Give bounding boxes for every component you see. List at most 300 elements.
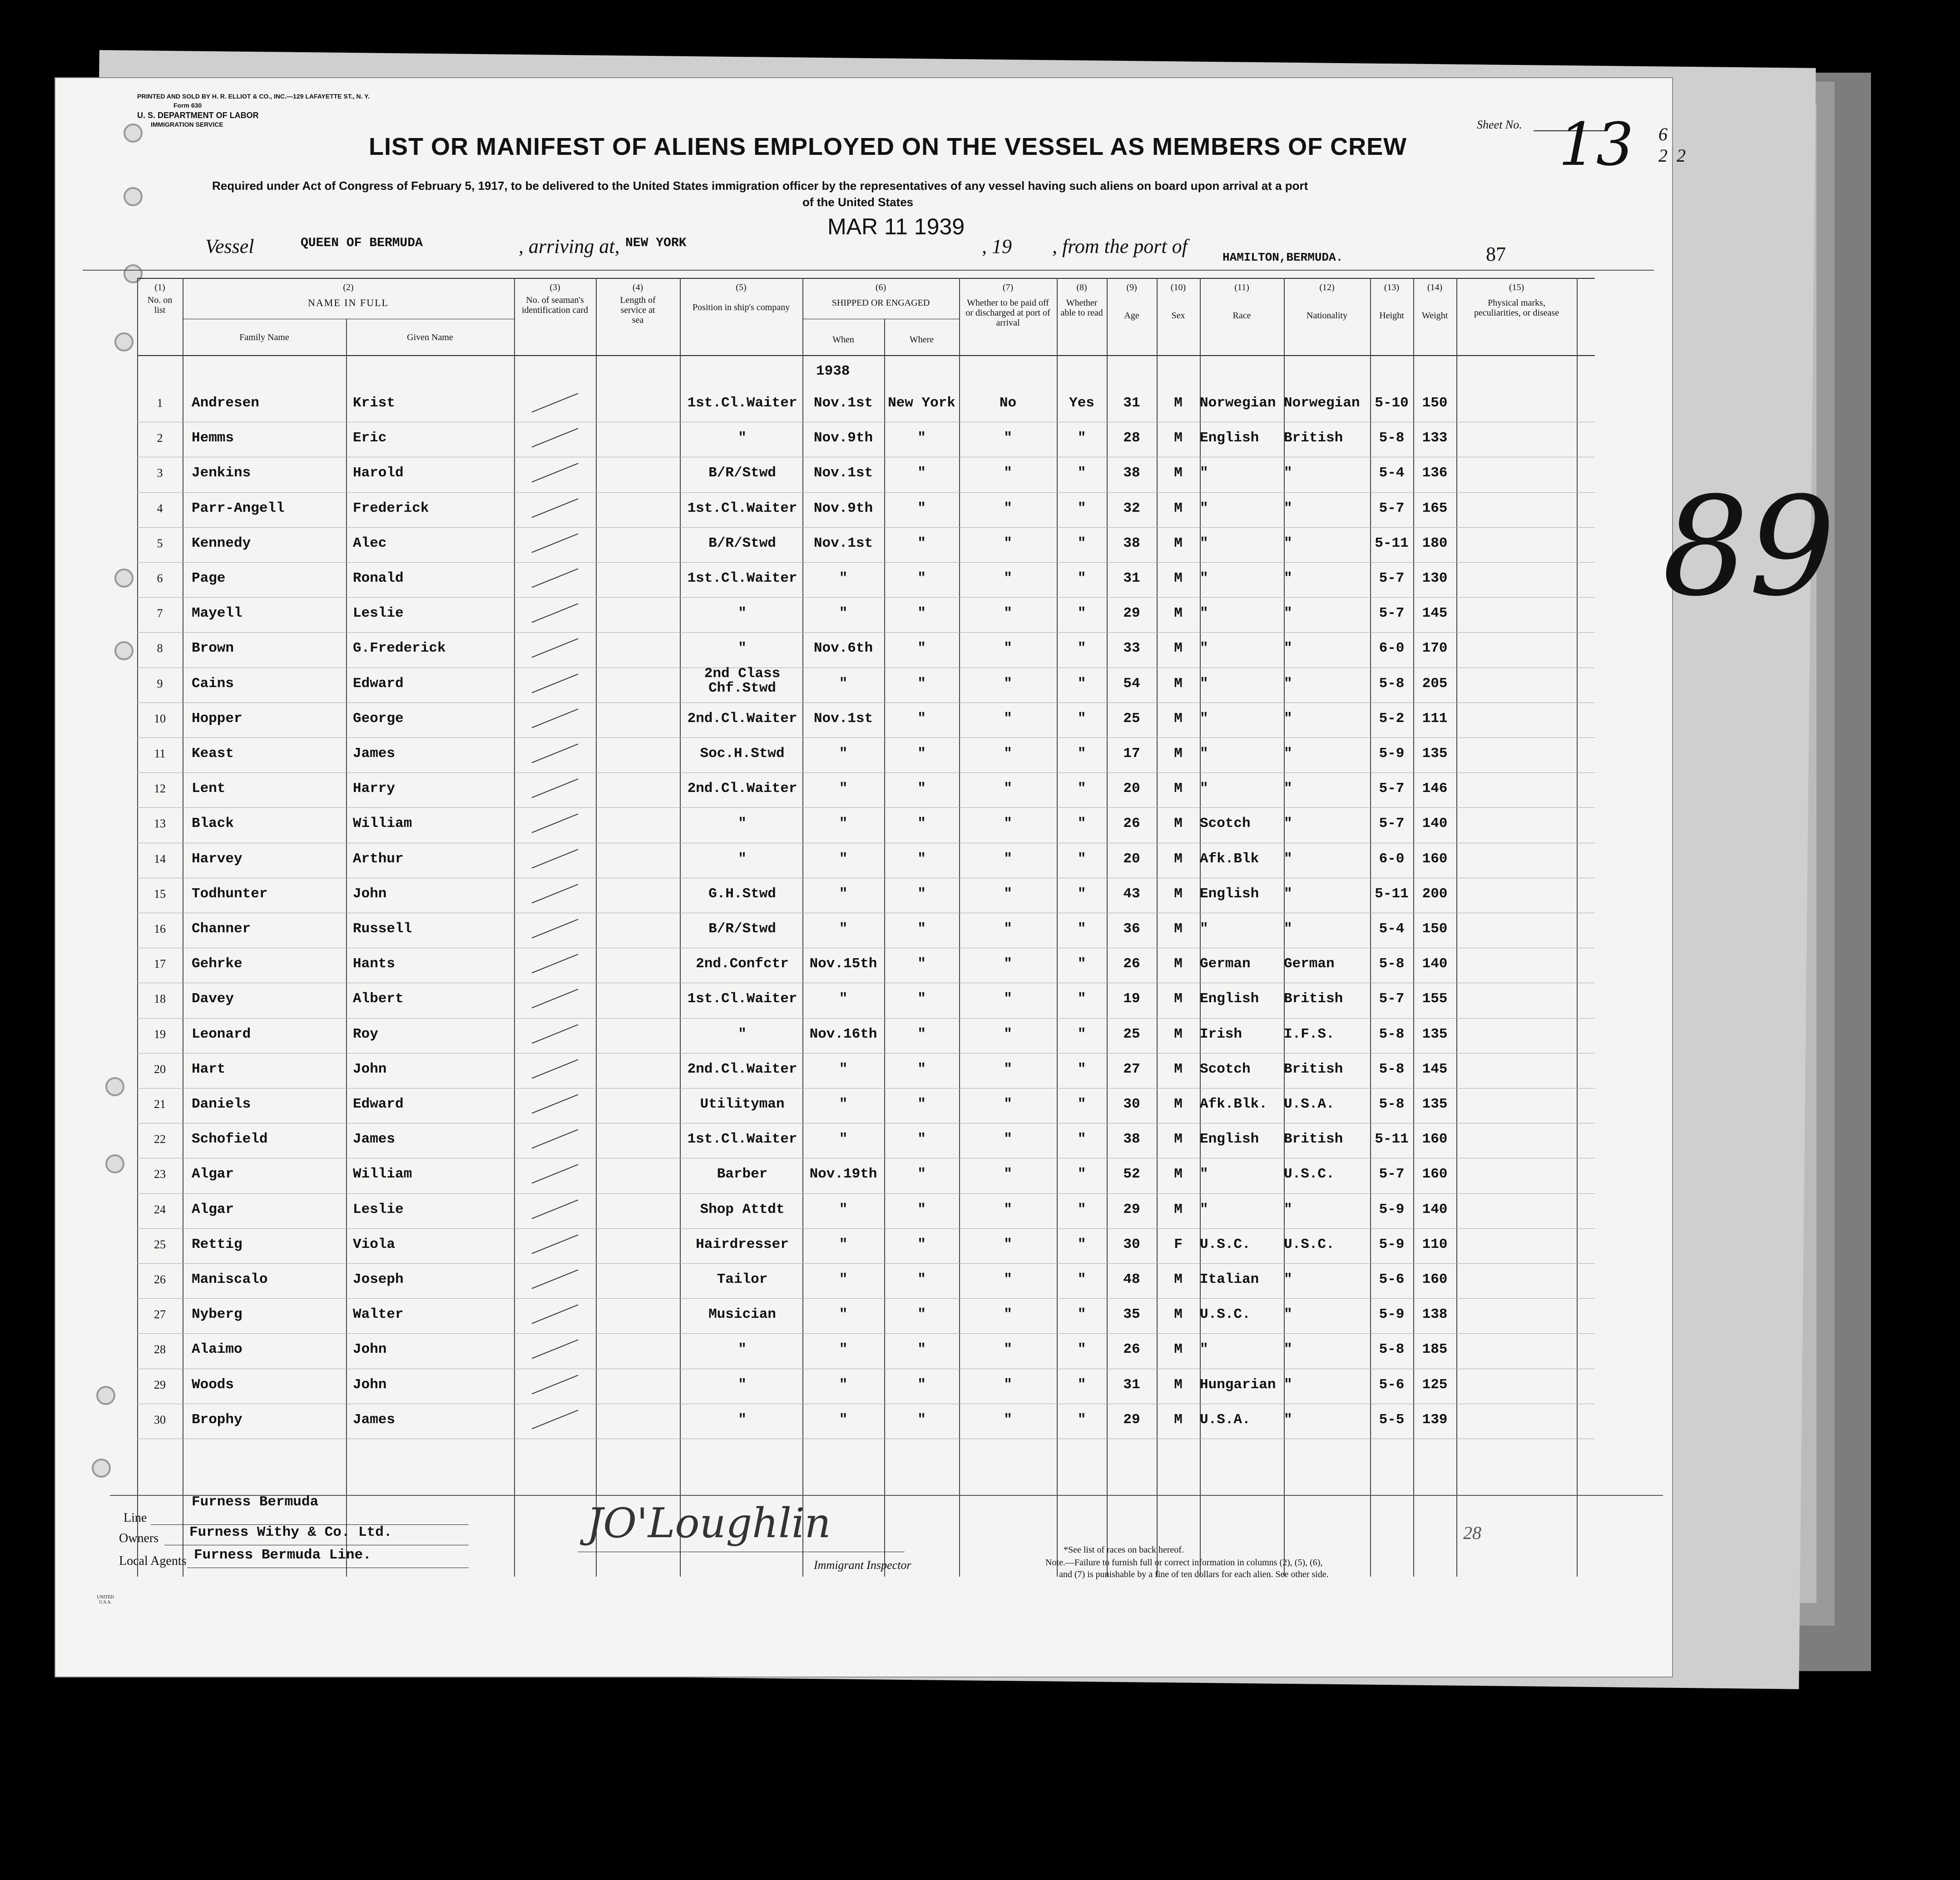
family-name: Cains (192, 675, 234, 692)
shipped-when: " (839, 1131, 848, 1148)
able-to-read: " (1077, 1411, 1086, 1428)
age: 25 (1123, 710, 1140, 727)
shipped-where: " (917, 816, 926, 832)
able-to-read: " (1077, 781, 1086, 797)
row-number: 16 (154, 922, 166, 935)
col-11-number: (11) (1234, 282, 1249, 292)
check-mark-icon (532, 428, 579, 448)
able-to-read: " (1077, 430, 1086, 446)
shipped-where: " (917, 746, 926, 762)
check-mark-icon (532, 1234, 579, 1254)
page-stamp: 87 (1486, 243, 1506, 265)
check-mark-icon (532, 989, 579, 1009)
able-to-read: " (1077, 1096, 1086, 1112)
position: " (738, 1341, 747, 1358)
row-number: 5 (157, 536, 163, 550)
row-number: 1 (157, 396, 163, 410)
col-12-label: Nationality (1307, 311, 1347, 321)
nationality: " (1284, 1411, 1292, 1428)
check-mark-icon (532, 779, 579, 798)
height: 5-4 (1379, 465, 1405, 481)
paid-off: " (1004, 465, 1012, 481)
shipped-where: " (917, 640, 926, 657)
nationality: " (1284, 640, 1292, 657)
nationality: " (1284, 535, 1292, 551)
side-handwritten-number: 89 (1662, 468, 1836, 626)
col-14-label: Weight (1421, 311, 1448, 321)
race: English (1200, 991, 1259, 1007)
height: 5-11 (1375, 886, 1409, 902)
weight: 200 (1422, 886, 1448, 902)
able-to-read: " (1077, 1166, 1086, 1182)
weight: 125 (1422, 1376, 1448, 1393)
given-name: Russell (353, 921, 412, 937)
given-name: Edward (353, 675, 404, 692)
row-number: 3 (157, 466, 163, 480)
shipped-where: " (917, 1096, 926, 1112)
able-to-read: " (1077, 570, 1086, 586)
form-subtitle-2: of the United States (802, 195, 914, 209)
paid-off: " (1004, 1026, 1012, 1042)
shipped-where: " (917, 570, 926, 586)
shipped-where: " (917, 1236, 926, 1252)
height: 5-10 (1375, 395, 1409, 411)
form-number: Form 630 (173, 102, 202, 109)
paid-off: " (1004, 886, 1012, 902)
check-mark-icon (532, 604, 579, 623)
sheet-label: Sheet No. (1477, 118, 1522, 131)
race: " (1200, 640, 1208, 657)
col-5-number: (5) (736, 282, 747, 292)
family-name: Black (192, 816, 234, 832)
sex: M (1174, 1166, 1183, 1182)
weight: 135 (1422, 746, 1448, 762)
sex: M (1174, 921, 1183, 937)
row-number: 17 (154, 957, 166, 971)
col-10-number: (10) (1170, 282, 1186, 292)
shipped-when: Nov.9th (813, 430, 873, 446)
family-name: Maniscalo (192, 1271, 268, 1287)
family-name: Hart (192, 1061, 226, 1077)
given-name: G.Frederick (353, 640, 446, 657)
from-label: , from the port of (1052, 235, 1188, 257)
col-7-label: Whether to be paid off or discharged at port of arrival (965, 298, 1050, 328)
row-rule (137, 1298, 1595, 1299)
age: 35 (1123, 1306, 1140, 1323)
sex: M (1174, 1201, 1183, 1217)
vessel-name: QUEEN OF BERMUDA (301, 236, 423, 250)
given-name: Roy (353, 1026, 378, 1042)
year-label: , 19 (982, 235, 1012, 257)
col-divider (596, 278, 597, 1577)
height: 5-8 (1379, 1061, 1405, 1077)
paid-off: " (1004, 851, 1012, 867)
sex: M (1174, 816, 1183, 832)
given-name: William (353, 816, 412, 832)
col-divider (514, 278, 515, 1577)
paid-off: " (1004, 1131, 1012, 1148)
race: Scotch (1200, 1061, 1251, 1077)
row-rule (137, 772, 1595, 773)
nationality: U.S.C. (1284, 1236, 1335, 1252)
check-mark-icon (532, 1410, 579, 1429)
weight: 136 (1422, 465, 1448, 481)
check-mark-icon (532, 498, 579, 518)
able-to-read: " (1077, 851, 1086, 867)
row-rule (137, 492, 1595, 493)
position: 1st.Cl.Waiter (687, 570, 797, 586)
shipped-where: " (917, 991, 926, 1007)
col-1-header (137, 282, 183, 318)
able-to-read: " (1077, 500, 1086, 516)
sex: M (1174, 1026, 1183, 1042)
agents-value: Furness Bermuda Line. (194, 1547, 371, 1563)
footer-rule (110, 1495, 1663, 1496)
nationality: " (1284, 465, 1292, 481)
shipped-when: " (839, 921, 848, 937)
height: 5-8 (1379, 675, 1405, 692)
age: 43 (1123, 886, 1140, 902)
age: 27 (1123, 1061, 1140, 1077)
race: Norwegian (1200, 395, 1276, 411)
able-to-read: " (1077, 1131, 1086, 1148)
family-name: Nyberg (192, 1306, 243, 1323)
age: 20 (1123, 781, 1140, 797)
weight: 150 (1422, 395, 1448, 411)
able-to-read: " (1077, 1026, 1086, 1042)
shipped-when: " (839, 781, 848, 797)
nationality: " (1284, 921, 1292, 937)
weight: 170 (1422, 640, 1448, 657)
paid-off: " (1004, 1166, 1012, 1182)
weight: 140 (1422, 816, 1448, 832)
position: Barber (717, 1166, 768, 1182)
position: 2nd.Cl.Waiter (687, 781, 797, 797)
shipped-when: " (839, 1096, 848, 1112)
check-mark-icon (532, 1094, 579, 1113)
paid-off: " (1004, 605, 1012, 622)
year-note: 1938 (816, 363, 850, 379)
family-name: Algar (192, 1166, 234, 1182)
race: Scotch (1200, 816, 1251, 832)
col-13-number: (13) (1384, 282, 1400, 292)
check-mark-icon (532, 1305, 579, 1324)
col-15-number: (15) (1509, 282, 1524, 292)
age: 32 (1123, 500, 1140, 516)
margin-mark: 28 (1463, 1523, 1481, 1543)
check-mark-icon (532, 1199, 579, 1219)
row-number: 11 (154, 747, 166, 760)
nationality: British (1284, 430, 1343, 446)
check-mark-icon (532, 533, 579, 553)
nationality: " (1284, 710, 1292, 727)
punch-hole (114, 569, 134, 588)
paid-off: " (1004, 430, 1012, 446)
check-mark-icon (532, 743, 579, 763)
weight: 135 (1422, 1026, 1448, 1042)
sex: M (1174, 886, 1183, 902)
age: 36 (1123, 921, 1140, 937)
race: " (1200, 1201, 1208, 1217)
weight: 138 (1422, 1306, 1448, 1323)
family-name: Brophy (192, 1411, 243, 1428)
row-number: 12 (154, 782, 166, 796)
paid-off: " (1004, 1376, 1012, 1393)
age: 19 (1123, 991, 1140, 1007)
position: B/R/Stwd (708, 465, 776, 481)
weight: 139 (1422, 1411, 1448, 1428)
col-2-header (183, 282, 514, 308)
row-rule (137, 597, 1595, 598)
shipped-when: Nov.1st (813, 465, 873, 481)
age: 29 (1123, 1411, 1140, 1428)
height: 5-8 (1379, 1096, 1405, 1112)
shipped-when: " (839, 1201, 848, 1217)
shipped-where: " (917, 1411, 926, 1428)
height: 5-9 (1379, 1306, 1405, 1323)
race: Irish (1200, 1026, 1242, 1042)
col-divider (1577, 278, 1578, 1577)
paid-off: " (1004, 1306, 1012, 1323)
position: G.H.Stwd (708, 886, 776, 902)
family-name: Parr-Angell (192, 500, 285, 516)
paid-off: " (1004, 675, 1012, 692)
department: U. S. DEPARTMENT OF LABOR (137, 111, 259, 120)
able-to-read: " (1077, 640, 1086, 657)
shipped-where: " (917, 605, 926, 622)
family-name: Alaimo (192, 1341, 243, 1358)
owners-value: Furness Withy & Co. Ltd. (189, 1524, 392, 1540)
weight: 140 (1422, 1201, 1448, 1217)
shipped-when: " (839, 1061, 848, 1077)
col-13-label: Height (1379, 311, 1404, 321)
able-to-read: " (1077, 1201, 1086, 1217)
family-name: Andresen (192, 395, 259, 411)
age: 28 (1123, 430, 1140, 446)
paid-off: " (1004, 1096, 1012, 1112)
sex: M (1174, 746, 1183, 762)
inspector-signature: JO'Loughlin (587, 1499, 831, 1547)
row-rule (137, 562, 1595, 563)
check-mark-icon (532, 393, 579, 412)
height: 5-11 (1375, 1131, 1409, 1148)
height: 5-6 (1379, 1376, 1405, 1393)
row-number: 28 (154, 1343, 166, 1356)
col-10-header (1157, 282, 1200, 321)
shipped-where: " (917, 535, 926, 551)
age: 31 (1123, 570, 1140, 586)
col-4-number: (4) (632, 282, 643, 292)
punch-hole (96, 1386, 115, 1405)
given-name: Walter (353, 1306, 404, 1323)
given-name: James (353, 746, 396, 762)
given-name: John (353, 886, 387, 902)
col-6-label: SHIPPED OR ENGAGED (832, 298, 930, 308)
position: " (738, 816, 747, 832)
position: " (738, 1376, 747, 1393)
race: " (1200, 570, 1208, 586)
nationality: " (1284, 500, 1292, 516)
able-to-read: " (1077, 1236, 1086, 1252)
punch-hole (124, 187, 143, 206)
position: B/R/Stwd (708, 921, 776, 937)
sex: M (1174, 991, 1183, 1007)
paid-off: " (1004, 710, 1012, 727)
height: 6-0 (1379, 640, 1405, 657)
paid-off: " (1004, 1201, 1012, 1217)
sex: M (1174, 956, 1183, 972)
nationality: British (1284, 991, 1343, 1007)
age: 38 (1123, 535, 1140, 551)
shipped-when: Nov.16th (809, 1026, 877, 1042)
shipped-when: Nov.6th (813, 640, 873, 657)
punch-hole (124, 264, 143, 283)
sex: M (1174, 430, 1183, 446)
position: 1st.Cl.Waiter (687, 500, 797, 516)
vessel-line (83, 270, 1654, 271)
family-name: Hemms (192, 430, 234, 446)
paid-off: " (1004, 535, 1012, 551)
sex: M (1174, 465, 1183, 481)
family-name: Algar (192, 1201, 234, 1217)
position: Tailor (717, 1271, 768, 1287)
age: 31 (1123, 1376, 1140, 1393)
sex: F (1174, 1236, 1183, 1252)
col-11-header (1200, 282, 1284, 321)
nationality: " (1284, 746, 1292, 762)
sex: M (1174, 395, 1183, 411)
vessel-label: Vessel (205, 235, 254, 257)
paid-off: No (999, 395, 1017, 411)
shipped-where: " (917, 1306, 926, 1323)
able-to-read: " (1077, 465, 1086, 481)
shipped-when: " (839, 816, 848, 832)
position: 2nd Class Chf.Stwd (704, 665, 781, 696)
col-3-header (514, 282, 596, 318)
row-rule (137, 807, 1595, 808)
col-11-label: Race (1232, 311, 1251, 321)
position: 2nd.Confctr (696, 956, 789, 972)
able-to-read: " (1077, 675, 1086, 692)
check-mark-icon (532, 1340, 579, 1359)
check-mark-icon (532, 1375, 579, 1394)
sex: M (1174, 675, 1183, 692)
row-number: 26 (154, 1273, 166, 1286)
height: 5-9 (1379, 1201, 1405, 1217)
able-to-read: " (1077, 991, 1086, 1007)
nationality: " (1284, 605, 1292, 622)
race: U.S.C. (1200, 1236, 1251, 1252)
nationality: " (1284, 886, 1292, 902)
race: English (1200, 430, 1259, 446)
nationality: German (1284, 956, 1335, 972)
weight: 146 (1422, 781, 1448, 797)
weight: 160 (1422, 1271, 1448, 1287)
check-mark-icon (532, 1024, 579, 1044)
sex: M (1174, 640, 1183, 657)
row-rule (137, 1018, 1595, 1019)
race: " (1200, 500, 1208, 516)
row-number: 2 (157, 431, 163, 445)
penalty-note-1: Note.—Failure to furnish full or correct information in columns (2), (5), (6), (1045, 1558, 1323, 1568)
given-name: Joseph (353, 1271, 404, 1287)
row-number: 10 (154, 712, 166, 725)
row-number: 6 (157, 572, 163, 585)
check-mark-icon (532, 884, 579, 903)
family-name-header: Family Name (239, 332, 289, 342)
col-2-number: (2) (343, 282, 354, 292)
row-rule (137, 1053, 1595, 1054)
where-header: Where (909, 335, 934, 345)
able-to-read: " (1077, 1271, 1086, 1287)
weight: 110 (1422, 1236, 1448, 1252)
able-to-read: Yes (1069, 395, 1094, 411)
paid-off: " (1004, 816, 1012, 832)
nationality: U.S.C. (1284, 1166, 1335, 1182)
row-number: 29 (154, 1378, 166, 1391)
col-divider (1456, 278, 1457, 1577)
sheet-number: 13 (1559, 110, 1634, 179)
family-name: Channer (192, 921, 251, 937)
punch-hole (105, 1077, 124, 1096)
given-name: Ronald (353, 570, 404, 586)
form-title: LIST OR MANIFEST OF ALIENS EMPLOYED ON THE VESSEL AS MEMBERS OF CREW (369, 133, 1407, 160)
nationality: " (1284, 1306, 1292, 1323)
given-name: John (353, 1376, 387, 1393)
nationality: Norwegian (1284, 395, 1360, 411)
nationality: " (1284, 781, 1292, 797)
nationality: British (1284, 1061, 1343, 1077)
family-name: Todhunter (192, 886, 268, 902)
height: 5-7 (1379, 570, 1405, 586)
shipped-where: " (917, 1166, 926, 1182)
shipped-when: Nov.1st (813, 535, 873, 551)
col-4-label: Length of service at sea (620, 295, 656, 325)
row-number: 22 (154, 1133, 166, 1146)
given-name: Albert (353, 991, 404, 1007)
shipped-where: " (917, 1061, 926, 1077)
shipped-where: " (917, 710, 926, 727)
weight: 111 (1422, 710, 1448, 727)
races-note: *See list of races on back hereof. (1064, 1545, 1184, 1555)
shipped-where: " (917, 500, 926, 516)
family-name: Gehrke (192, 956, 243, 972)
height: 6-0 (1379, 851, 1405, 867)
sex: M (1174, 1306, 1183, 1323)
paid-off: " (1004, 1271, 1012, 1287)
check-mark-icon (532, 1059, 579, 1079)
nationality: " (1284, 1341, 1292, 1358)
owners-label: Owners (119, 1531, 159, 1545)
able-to-read: " (1077, 1306, 1086, 1323)
age: 26 (1123, 956, 1140, 972)
given-name: Eric (353, 430, 387, 446)
age: 38 (1123, 1131, 1140, 1148)
sex: M (1174, 570, 1183, 586)
race: Afk.Blk (1200, 851, 1259, 867)
given-name: Frederick (353, 500, 429, 516)
check-mark-icon (532, 849, 579, 868)
shipped-when: " (839, 1236, 848, 1252)
shipped-where: " (917, 886, 926, 902)
row-number: 27 (154, 1308, 166, 1321)
sex: M (1174, 851, 1183, 867)
position: " (738, 640, 747, 657)
height: 5-8 (1379, 430, 1405, 446)
race: " (1200, 675, 1208, 692)
corner-numbers: 6 2 2 (1658, 124, 1686, 166)
check-mark-icon (532, 814, 579, 833)
